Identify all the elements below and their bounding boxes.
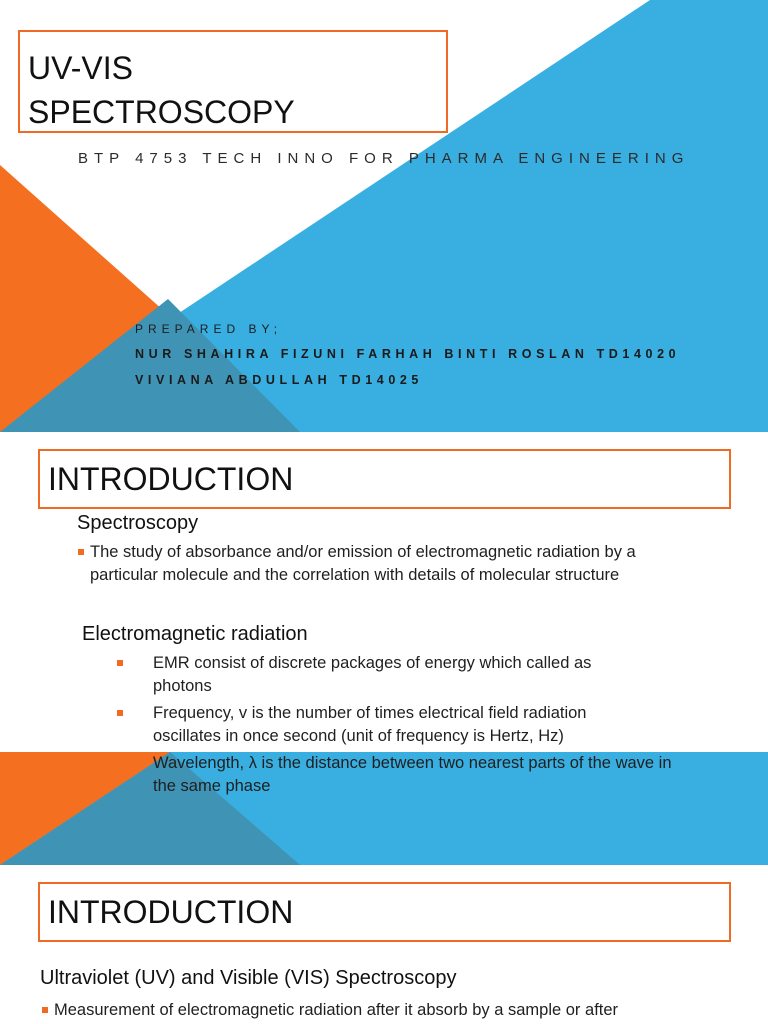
- slide-title: INTRODUCTION: [48, 894, 294, 930]
- bullet-spectroscopy: [78, 541, 693, 587]
- bullet-marker: [117, 710, 123, 716]
- bullet-measurement: [42, 999, 742, 1022]
- introduction-slide-2: [0, 865, 768, 1024]
- bullet-marker: [117, 760, 123, 766]
- introduction-slide: [0, 432, 768, 865]
- title-slide: [0, 0, 768, 432]
- prepared-by-label: PREPARED BY;: [135, 322, 283, 336]
- sub-bullet-2: [117, 702, 657, 748]
- bullet-text: The study of absorbance and/or emission of electromagnetic radiation by a particular molecule and the correlation with details of molecular structure: [90, 543, 636, 584]
- bullet-text: EMR consist of discrete packages of energy which called as photons: [153, 654, 592, 695]
- heading-uv-vis: Ultraviolet (UV) and Visible (VIS) Spectroscopy: [40, 967, 457, 989]
- bullet-marker: [78, 549, 84, 555]
- title-box: [38, 449, 731, 509]
- title-box: [18, 30, 448, 133]
- subtitle: BTP 4753 TECH INNO FOR PHARMA ENGINEERING: [78, 150, 690, 167]
- bullet-text: Wavelength, λ is the distance between two nearest parts of the wave in the same phase: [153, 754, 672, 795]
- sub-bullet-3: [117, 752, 677, 798]
- title-line-1: UV-VIS: [28, 50, 133, 86]
- heading-spectroscopy: Spectroscopy: [77, 512, 199, 534]
- bullet-marker: [42, 1007, 48, 1013]
- bullet-marker: [117, 660, 123, 666]
- title-box: [38, 882, 731, 942]
- title-line-2: SPECTROSCOPY: [28, 94, 295, 130]
- heading-emr: Electromagnetic radiation: [82, 623, 308, 645]
- slide-title: INTRODUCTION: [48, 461, 294, 497]
- sub-bullet-1: [117, 652, 637, 698]
- bullet-text: Frequency, v is the number of times electrical field radiation oscillates in once second (unit of frequency is Hertz, Hz): [153, 704, 587, 745]
- bullet-text: Measurement of electromagnetic radiation after it absorb by a sample or after: [54, 1001, 619, 1019]
- author-2: VIVIANA ABDULLAH TD14025: [135, 373, 423, 387]
- author-1: NUR SHAHIRA FIZUNI FARHAH BINTI ROSLAN TD14020: [135, 347, 681, 361]
